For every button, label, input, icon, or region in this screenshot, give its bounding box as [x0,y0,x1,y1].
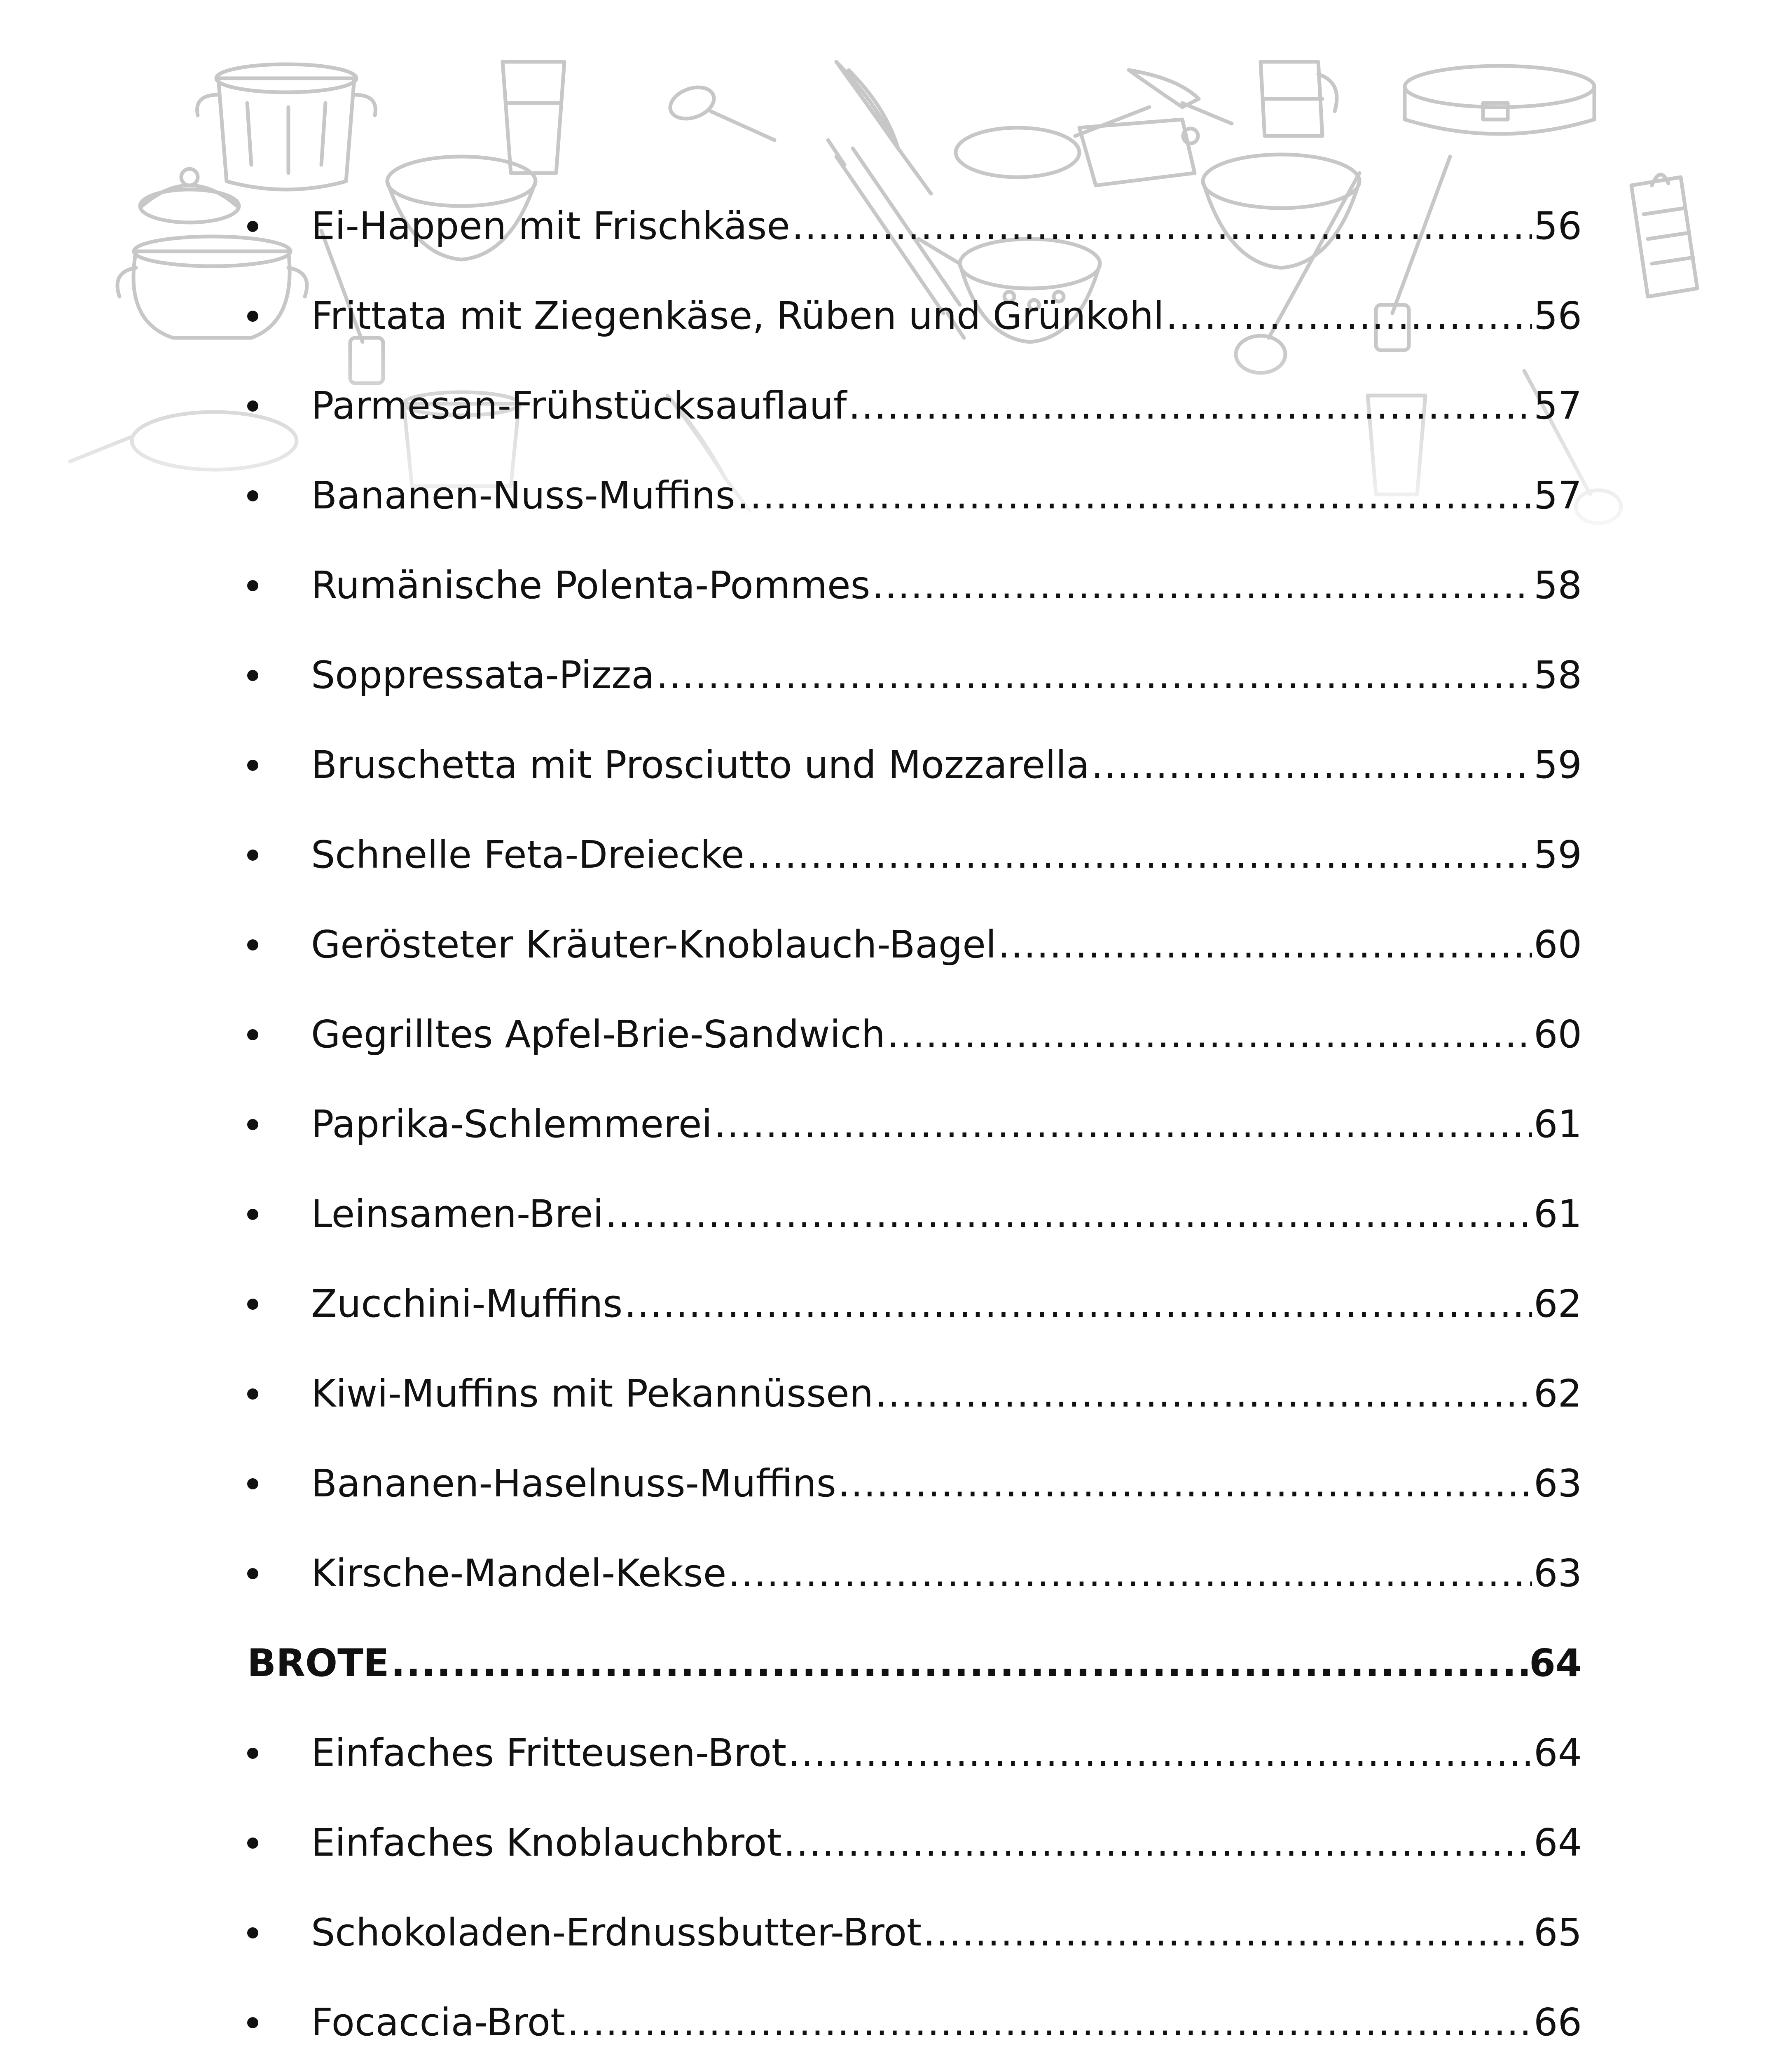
bullet-icon [247,670,258,681]
bullet-icon [247,1838,258,1849]
toc-entry-title: Frittata mit Ziegenkäse, Rüben und Grünkohl [311,294,1164,338]
toc-entry[interactable] [247,271,1582,361]
toc-page-number: 62 [1533,1372,1582,1416]
toc-page-number: 58 [1533,653,1582,697]
bullet-icon [247,1388,258,1400]
drinking-glass-icon [503,62,564,173]
toc-entry-title: Kiwi-Muffins mit Pekannüssen [311,1372,874,1416]
toc-entry-title: Einfaches Fritteusen-Brot [311,1731,787,1775]
toc-entry[interactable] [247,810,1582,900]
toc-page-number: 58 [1533,563,1582,607]
dot-leader [838,1465,1532,1503]
toc-entry-title: Kirsche-Mandel-Kekse [311,1551,727,1595]
dot-leader [875,1375,1532,1413]
milk-jug-icon [1261,62,1337,136]
toc-entry-title: Paprika-Schlemmerei [311,1102,712,1146]
dot-leader [605,1195,1532,1233]
toc-page-number: 64 [1529,1641,1582,1685]
bullet-icon [247,1299,258,1310]
bullet-icon [247,2017,258,2028]
table-of-contents [247,181,1582,2060]
toc-entry-title: Leinsamen-Brei [311,1192,604,1236]
whisk-icon [836,62,931,194]
toc-entry-title: Bananen-Nuss-Muffins [311,473,735,517]
dot-leader [923,1914,1532,1952]
bullet-icon [247,311,258,322]
toc-entry[interactable] [247,1708,1582,1798]
dot-leader [788,1734,1532,1772]
cake-tin-icon [1405,66,1594,134]
toc-entry-title: Soppressata-Pizza [311,653,655,697]
dot-leader [728,1554,1532,1592]
toc-entry[interactable] [247,630,1582,720]
toc-page-number: 66 [1533,2000,1582,2044]
bullet-icon [247,850,258,861]
toc-page-number: 61 [1533,1192,1582,1236]
dot-leader [567,2004,1532,2041]
bullet-icon [247,1568,258,1579]
dot-leader [656,656,1532,694]
toc-entry[interactable] [247,1079,1582,1169]
toc-page-number: 57 [1533,384,1582,428]
toc-chapter-heading[interactable] [247,1618,1582,1708]
toc-entry[interactable] [247,451,1582,541]
lid-icon [140,169,239,222]
dot-leader [1166,297,1532,335]
toc-entry-title: Focaccia-Brot [311,2000,566,2044]
bullet-icon [247,1119,258,1130]
frying-pan-icon [956,107,1149,177]
toc-page-number: 60 [1533,922,1582,967]
grater-icon [1631,175,1697,297]
toc-page-number: 61 [1533,1102,1582,1146]
toc-page-number: 60 [1533,1012,1582,1056]
toc-entry[interactable] [247,720,1582,810]
toc-page-number: 62 [1533,1282,1582,1326]
dot-leader [391,1644,1528,1682]
toc-page-number: 65 [1533,1910,1582,1955]
toc-entry-title: Gegrilltes Apfel-Brie-Sandwich [311,1012,885,1056]
toc-entry[interactable] [247,181,1582,271]
bullet-icon [247,1927,258,1938]
dot-leader [998,926,1532,964]
toc-page-number: 64 [1533,1731,1582,1775]
bullet-icon [247,221,258,232]
toc-entry-title: Einfaches Knoblauchbrot [311,1821,782,1865]
toc-chapter-title: BROTE [247,1641,389,1685]
toc-entry[interactable] [247,900,1582,990]
toc-entry-title: Ei-Happen mit Frischkäse [311,204,790,248]
cooking-pot-icon [197,64,376,190]
dot-leader [887,1016,1532,1053]
toc-entry[interactable] [247,990,1582,1079]
bullet-icon [247,490,258,501]
knife-icon [1129,70,1232,124]
dot-leader [783,1824,1532,1862]
toc-page-number: 57 [1533,473,1582,517]
toc-page-number: 63 [1533,1551,1582,1595]
dot-leader [872,566,1532,604]
toc-entry[interactable] [247,1888,1582,1978]
toc-entry-title: Bananen-Haselnuss-Muffins [311,1461,836,1505]
toc-entry[interactable] [247,1259,1582,1349]
toc-page-number: 63 [1533,1461,1582,1505]
toc-entry[interactable] [247,1978,1582,2060]
dot-leader [624,1285,1532,1323]
bullet-icon [247,1478,258,1489]
toc-entry[interactable] [247,1169,1582,1259]
toc-entry-title: Schokoladen-Erdnussbutter-Brot [311,1910,922,1955]
bullet-icon [247,1748,258,1759]
dot-leader [792,207,1532,245]
bullet-icon [247,1029,258,1040]
toc-entry[interactable] [247,361,1582,451]
bullet-icon [247,400,258,412]
spoon-icon [666,82,774,140]
dot-leader [848,387,1532,425]
toc-page-number: 64 [1533,1821,1582,1865]
toc-entry[interactable] [247,541,1582,630]
toc-entry-title: Zucchini-Muffins [311,1282,623,1326]
toc-entry-title: Parmesan-Frühstücksauflauf [311,384,847,428]
toc-entry[interactable] [247,1349,1582,1439]
toc-entry-title: Bruschetta mit Prosciutto und Mozzarella [311,743,1090,787]
bullet-icon [247,760,258,771]
bullet-icon [247,1209,258,1220]
toc-page-number: 56 [1533,204,1582,248]
toc-page-number: 59 [1533,743,1582,787]
toc-entry-title: Schnelle Feta-Dreiecke [311,833,744,877]
dot-leader [714,1105,1532,1143]
toc-page-number: 56 [1533,294,1582,338]
toc-page-number: 59 [1533,833,1582,877]
toc-entry[interactable] [247,1798,1582,1888]
toc-entry-title: Gerösteter Kräuter-Knoblauch-Bagel [311,922,997,967]
toc-entry[interactable] [247,1439,1582,1529]
dot-leader [1091,746,1532,784]
dot-leader [737,477,1532,515]
dot-leader [746,836,1532,874]
bullet-icon [247,939,258,950]
toc-entry-title: Rumänische Polenta-Pommes [311,563,870,607]
bullet-icon [247,580,258,591]
toc-entry[interactable] [247,1529,1582,1618]
